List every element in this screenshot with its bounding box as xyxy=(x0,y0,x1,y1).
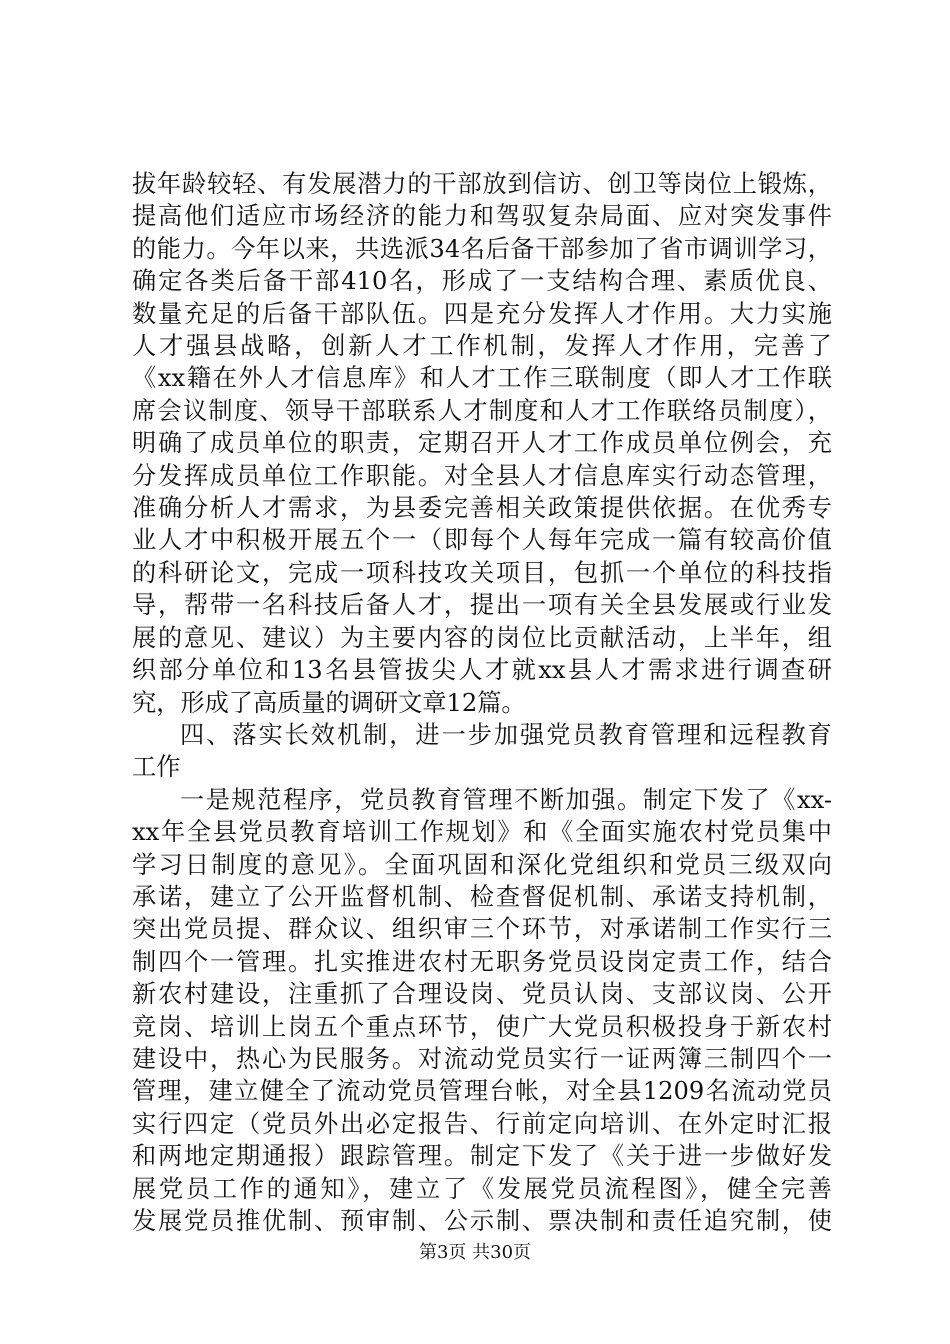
text-line: 导，帮带一名科技后备人才，提出一项有关全县发展或行业发 xyxy=(132,591,832,620)
text-line: 新农村建设，注重抓了合理设岗、党员认岗、支部议岗、公开 xyxy=(132,980,832,1009)
text-line: 明确了成员单位的职责，定期召开人才工作成员单位例会，充 xyxy=(132,429,832,458)
text-line: 分发挥成员单位工作职能。对全县人才信息库实行动态管理， xyxy=(132,461,832,490)
text-line: 确定各类后备干部410名，形成了一支结构合理、素质优良、 xyxy=(132,267,832,296)
text-line: 学习日制度的意见》。全面巩固和深化党组织和党员三级双向 xyxy=(132,850,832,879)
text-line: 究，形成了高质量的调研文章12篇。 xyxy=(132,688,526,717)
text-line: 发展党员推优制、预审制、公示制、票决制和责任追究制，使 xyxy=(132,1207,832,1235)
text-line: 业人才中积极开展五个一（即每个人每年完成一篇有较高价值 xyxy=(132,526,832,555)
text-line: 竞岗、培训上岗五个重点环节，使广大党员积极投身于新农村 xyxy=(132,1012,832,1041)
text-line: 的能力。今年以来，共选派34名后备干部参加了省市调训学习， xyxy=(132,234,832,263)
page-number: 第3页 xyxy=(418,1242,467,1263)
text-line: 建设中，热心为民服务。对流动党员实行一证两簿三制四个一 xyxy=(132,1044,832,1073)
text-line: 提高他们适应市场经济的能力和驾驭复杂局面、应对突发事件 xyxy=(132,202,832,231)
text-line: 席会议制度、领导干部联系人才制度和人才工作联络员制度）， xyxy=(132,396,832,425)
text-line: 制四个一管理。扎实推进农村无职务党员设岗定责工作，结合 xyxy=(132,947,832,976)
text-line: 承诺，建立了公开监督机制、检查督促机制、承诺支持机制， xyxy=(132,882,832,911)
text-line: 的科研论文，完成一项科技攻关项目，包抓一个单位的科技指 xyxy=(132,558,832,587)
text-line: 数量充足的后备干部队伍。四是充分发挥人才作用。大力实施 xyxy=(132,299,832,328)
text-line: xx年全县党员教育培训工作规划》和《全面实施农村党员集中 xyxy=(132,818,832,847)
total-pages: 共30页 xyxy=(472,1242,532,1263)
text-line: 《xx籍在外人才信息库》和人才工作三联制度（即人才工作联 xyxy=(132,364,832,393)
text-line: 突出党员提、群众议、组织审三个环节，对承诺制工作实行三 xyxy=(132,915,832,944)
text-line: 管理，建立健全了流动党员管理台帐，对全县1209名流动党员 xyxy=(132,1077,832,1106)
text-line: 展的意见、建议）为主要内容的岗位比贡献活动，上半年，组 xyxy=(132,623,832,652)
text-line: 实行四定（党员外出必定报告、行前定向培训、在外定时汇报 xyxy=(132,1109,832,1138)
text-line: 工作 xyxy=(132,753,181,782)
text-line: 一是规范程序，党员教育管理不断加强。制定下发了《xx- xyxy=(180,785,832,814)
document-body xyxy=(132,168,832,1237)
text-line: 织部分单位和13名县管拔尖人才就xx县人才需求进行调查研 xyxy=(132,656,832,685)
text-line: 拔年龄较轻、有发展潜力的干部放到信访、创卫等岗位上锻炼， xyxy=(132,170,832,198)
text-line: 准确分析人才需求，为县委完善相关政策提供依据。在优秀专 xyxy=(132,494,832,523)
text-line: 四、落实长效机制，进一步加强党员教育管理和远程教育 xyxy=(180,720,832,749)
text-line: 和两地定期通报）跟踪管理。制定下发了《关于进一步做好发 xyxy=(132,1142,832,1171)
text-line: 人才强县战略，创新人才工作机制，发挥人才作用，完善了 xyxy=(132,332,832,361)
text-line: 展党员工作的通知》，建立了《发展党员流程图》，健全完善 xyxy=(132,1174,832,1203)
page-footer xyxy=(0,1242,950,1264)
